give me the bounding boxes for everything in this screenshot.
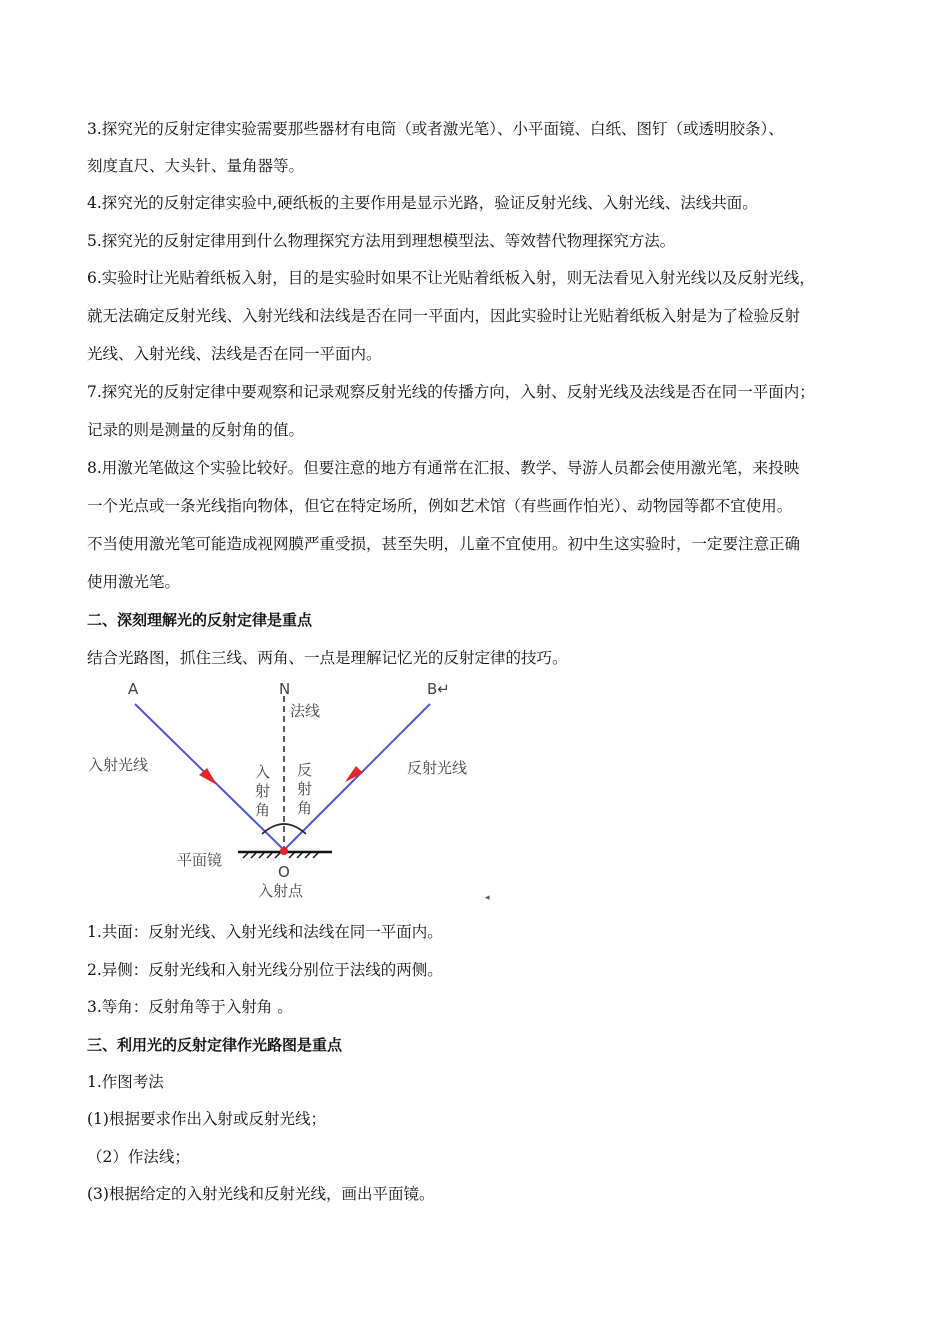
reflection-diagram — [80, 672, 500, 907]
paragraph-8-line-3: 不当使用激光笔可能造成视网膜严重受损，甚至失明，儿童不宜使用。初中生这实验时，一定要注意正确 — [87, 535, 801, 553]
paragraph-3-line-2: 刻度直尺、大头针、量角器等。 — [87, 157, 305, 175]
reflected-ray-label: 反射光线 — [407, 759, 468, 777]
mirror-label: 平面镜 — [177, 851, 223, 869]
label-n: N — [279, 680, 291, 698]
paragraph-6-line-2: 就无法确定反射光线、入射光线和法线是否在同一平面内，因此实验时让光贴着纸板入射是为了检验反射 — [87, 307, 801, 325]
paragraph-6-line-3: 光线、入射光线、法线是否在同一平面内。 — [87, 345, 382, 363]
section-3-item-4: (3)根据给定的入射光线和反射光线，画出平面镜。 — [87, 1185, 435, 1203]
stray-mark: ◂ — [485, 893, 490, 903]
label-b: B↵ — [427, 680, 450, 698]
label-a: A — [128, 680, 139, 698]
incidence-point — [280, 847, 288, 855]
paragraph-4: 4.探究光的反射定律实验中,硬纸板的主要作用是显示光路，验证反射光线、入射光线、法线共面。 — [87, 194, 758, 212]
section-2-point-2: 2.异侧：反射光线和入射光线分别位于法线的两侧。 — [87, 961, 443, 979]
reflection-angle-char-2: 射 — [297, 780, 313, 798]
paragraph-8-line-1: 8.用激光笔做这个实验比较好。但要注意的地方有通常在汇报、教学、导游人员都会使用激光笔，来投映 — [87, 459, 800, 477]
section-2-point-3: 3.等角：反射角等于入射角 。 — [87, 998, 293, 1016]
incidence-point-label: 入射点 — [258, 882, 304, 900]
section-3-heading: 三、利用光的反射定律作光路图是重点 — [87, 1036, 343, 1054]
section-3-item-2: (1)根据要求作出入射或反射光线； — [87, 1110, 326, 1128]
section-3-item-3: （2）作法线； — [87, 1148, 190, 1166]
paragraph-7-line-2: 记录的则是测量的反射角的值。 — [87, 421, 305, 439]
paragraph-8-line-4: 使用激光笔。 — [87, 573, 181, 591]
section-3-item-1: 1.作图考法 — [87, 1073, 164, 1091]
incidence-angle-char-1: 入 — [255, 763, 271, 781]
point-o-label: O — [278, 863, 290, 881]
incident-ray-label: 入射光线 — [88, 756, 149, 774]
reflection-angle-char-3: 角 — [297, 799, 313, 817]
incidence-angle-char-3: 角 — [255, 801, 271, 819]
paragraph-5: 5.探究光的反射定律用到什么物理探究方法用到理想模型法、等效替代物理探究方法。 — [87, 232, 676, 250]
normal-label: 法线 — [290, 702, 321, 720]
section-2-intro: 结合光路图，抓住三线、两角、一点是理解记忆光的反射定律的技巧。 — [87, 649, 568, 667]
paragraph-7-line-1: 7.探究光的反射定律中要观察和记录观察反射光线的传播方向，入射、反射光线及法线是否在同一平面内； — [87, 383, 815, 401]
section-2-heading: 二、深刻理解光的反射定律是重点 — [87, 611, 313, 629]
incidence-angle-char-2: 射 — [255, 782, 271, 800]
paragraph-3-line-1: 3.探究光的反射定律实验需要那些器材有电筒（或者激光笔）、小平面镜、白纸、图钉（或透明胶条）、 — [87, 120, 784, 138]
section-2-point-1: 1.共面：反射光线、入射光线和法线在同一平面内。 — [87, 923, 443, 941]
paragraph-6-line-1: 6.实验时让光贴着纸板入射，目的是实验时如果不让光贴着纸板入射，则无法看见入射光线以及反射光线， — [87, 269, 815, 287]
paragraph-8-line-2: 一个光点或一条光线指向物体，但它在特定场所，例如艺术馆（有些画作怕光）、动物园等都不宜使用。 — [87, 497, 793, 515]
reflection-angle-char-1: 反 — [297, 761, 313, 779]
